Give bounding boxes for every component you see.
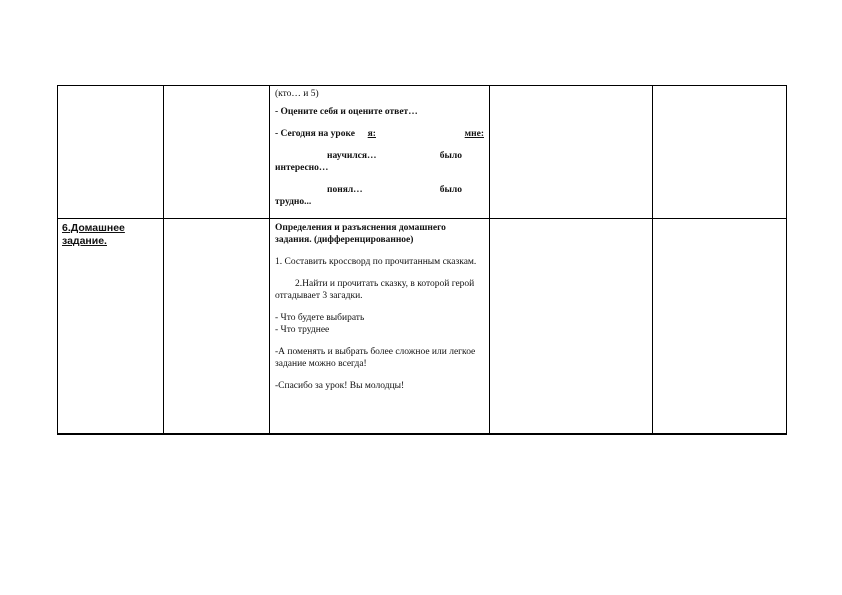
reflection-line — [275, 150, 484, 174]
text-fragment: мне: — [464, 129, 484, 139]
text-fragment: я: — [367, 129, 376, 139]
thanks-line: -Спасибо за урок! Вы молодцы! — [275, 381, 405, 391]
table-cell-stage — [58, 219, 164, 435]
text-fragment: трудно... — [275, 197, 312, 207]
table-cell-stage — [58, 86, 164, 219]
homework-item: 2.Найти и прочитать сказку, в которой герой отгадывает 3 загадки. — [275, 279, 475, 301]
lesson-plan-table — [57, 85, 787, 435]
note-line: -А поменять и выбрать более сложное или легкое задание можно всегда! — [275, 347, 476, 369]
text-line: - Оцените себя и оцените ответ… — [275, 107, 418, 117]
reflection-line — [275, 128, 484, 140]
table-cell-empty — [164, 219, 270, 435]
text-line: (кто… и 5) — [275, 89, 319, 99]
text-fragment: - Сегодня на уроке — [275, 129, 355, 139]
text-fragment: интересно… — [275, 163, 329, 173]
text-fragment: научился… — [327, 151, 377, 161]
table-row — [58, 86, 787, 219]
reflection-line — [275, 184, 484, 208]
table-cell-empty — [164, 86, 270, 219]
table-cell-empty — [490, 219, 653, 435]
question-line: - Что будете выбирать — [275, 313, 365, 323]
question-line: - Что труднее — [275, 325, 330, 335]
homework-item: 1. Составить кроссворд по прочитанным сказкам. — [275, 257, 477, 267]
text-fragment: понял… — [327, 185, 363, 195]
table-cell-empty — [653, 86, 787, 219]
text-fragment: было — [439, 151, 462, 161]
table-cell-activity — [270, 219, 490, 435]
stage-title: 6.Домашнее задание. — [62, 222, 125, 247]
table-cell-empty — [490, 86, 653, 219]
table-cell-activity — [270, 86, 490, 219]
text-fragment: было — [439, 185, 462, 195]
table-cell-empty — [653, 219, 787, 435]
table-row — [58, 219, 787, 435]
homework-heading: Определения и разъяснения домашнего задания. (дифференцированное) — [275, 223, 446, 245]
